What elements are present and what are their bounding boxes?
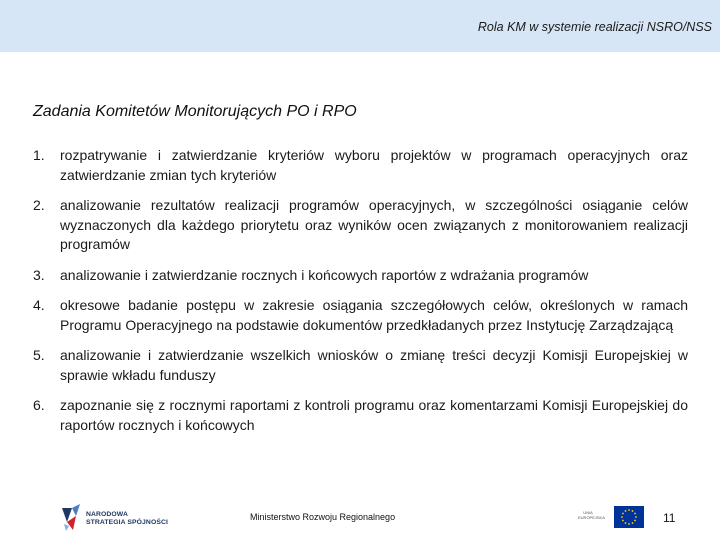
item-number: 5. (33, 347, 45, 363)
eu-logo (578, 504, 644, 530)
eu-star (625, 522, 627, 524)
item-text: analizowanie rezultatów realizacji programów operacyjnych, w szczególności osiąganie celów wyznaczonych dla każdego priorytetu oraz wyników ocen związanych z monitorowaniem realizacji programów (60, 197, 688, 252)
list-item (33, 346, 688, 385)
eu-flag-icon (614, 506, 644, 528)
task-list (33, 146, 688, 446)
list-item (33, 196, 688, 255)
item-text: zapoznanie się z rocznymi raportami z kontroli programu oraz komentarzami Komisji Europejskiej do raportów rocznych i końcowych (60, 397, 688, 433)
item-text: analizowanie i zatwierdzanie rocznych i końcowych raportów z wdrażania programów (60, 266, 589, 283)
eu-star (628, 523, 630, 525)
item-text: okresowe badanie postępu w zakresie osiągania szczegółowych celów, określonych w ramach Programu Operacyjnego na podstawie dokumentów przedkładanych przez Instytucję Zarządzającą (60, 297, 688, 333)
list-item (33, 266, 688, 286)
item-number: 4. (33, 297, 45, 313)
nss-logo (60, 501, 180, 535)
list-item (33, 146, 688, 185)
page-number: 11 (663, 511, 676, 525)
item-text: rozpatrywanie i zatwierdzanie kryteriów wyboru projektów w programach operacyjnych oraz zatwierdzanie zmian tych kryteriów (60, 147, 688, 183)
eu-star (622, 520, 624, 522)
eu-star (635, 516, 637, 518)
eu-star (634, 520, 636, 522)
eu-star (634, 513, 636, 515)
slide-heading: Zadania Komitetów Monitorujących PO i RPO (33, 103, 357, 120)
nss-logo-line2: STRATEGIA SPÓJNOŚCI (86, 519, 168, 526)
header-band (0, 0, 720, 52)
item-number: 1. (33, 147, 45, 163)
item-number: 3. (33, 266, 45, 283)
eu-logo-line2: EUROPEJSKA (578, 515, 605, 520)
item-number: 6. (33, 397, 45, 413)
presentation-title: Rola KM w systemie realizacji NSRO/NSS (477, 20, 712, 34)
nss-logo-icon (60, 502, 82, 532)
item-text: analizowanie i zatwierdzanie wszelkich wniosków o zmianę treści decyzji Komisji Europejskiej w sprawie wkładu funduszy (60, 347, 688, 383)
list-item (33, 296, 688, 335)
nss-logo-line1: NARODOWA (86, 511, 128, 518)
ministry-name: Ministerstwo Rozwoju Regionalnego (250, 512, 396, 522)
eu-star (632, 522, 634, 524)
nss-logo-text (86, 511, 168, 527)
eu-logo-line1: UNIA (583, 510, 593, 515)
eu-star (622, 513, 624, 515)
list-item (33, 396, 688, 435)
eu-star (625, 510, 627, 512)
eu-star (632, 510, 634, 512)
eu-star (621, 516, 623, 518)
eu-logo-text (578, 510, 605, 520)
eu-star (628, 509, 630, 511)
item-number: 2. (33, 197, 45, 213)
